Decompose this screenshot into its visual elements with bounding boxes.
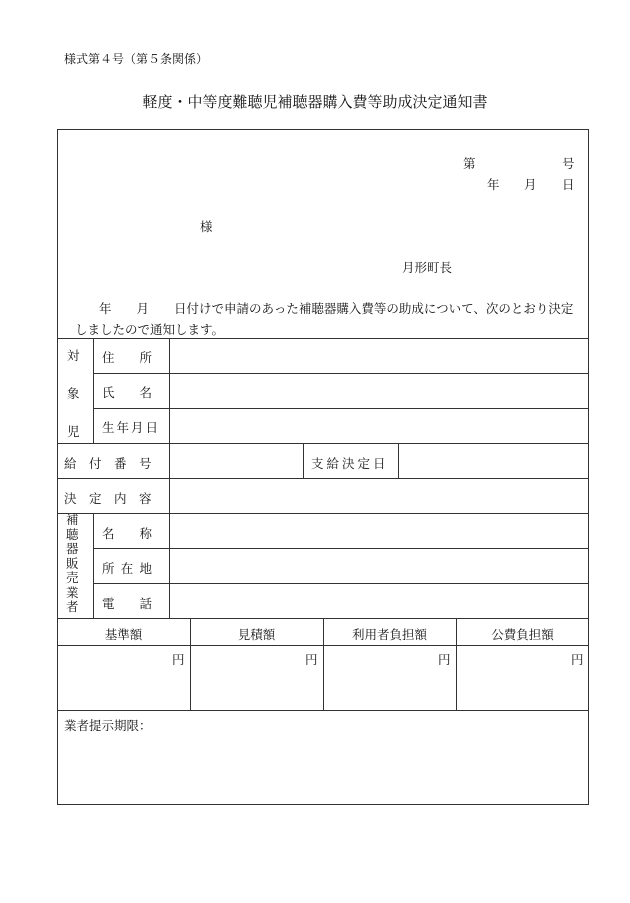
name-label: 氏 名: [102, 385, 153, 400]
estimate-amount-header: 見積額: [237, 627, 276, 642]
decision-content-label: 決 定 内 容: [64, 491, 152, 506]
rule: [93, 583, 589, 584]
yen-unit: 円: [438, 652, 451, 667]
date-month: 月: [524, 177, 537, 192]
number-prefix: 第: [463, 156, 476, 171]
rule: [57, 478, 589, 479]
rule: [169, 338, 170, 618]
subject-label-char: 児: [67, 424, 80, 439]
rule: [93, 548, 589, 549]
user-burden-header: 利用者負担額: [351, 627, 427, 642]
standard-amount-header: 基準額: [104, 627, 143, 642]
public-burden-header: 公費負担額: [491, 627, 554, 642]
issuer: 月形町長: [402, 260, 453, 275]
vendor-deadline-label: 業者提示期限：: [64, 718, 152, 733]
seller-phone-label: 電 話: [102, 596, 153, 611]
yen-unit: 円: [172, 652, 185, 667]
rule: [93, 373, 589, 374]
body-text-line1: 年 月 日付けで申請のあった補聴器購入費等の助成について、次のとおり決定: [99, 301, 574, 316]
address-label: 住 所: [102, 350, 153, 365]
seller-group-label: 補聴器販売業者: [66, 512, 79, 614]
payment-decision-date-label: 支給決定日: [311, 456, 389, 471]
rule: [57, 710, 589, 711]
rule: [398, 443, 399, 478]
yen-unit: 円: [305, 652, 318, 667]
date-year: 年: [487, 177, 500, 192]
rule: [93, 513, 94, 618]
yen-unit: 円: [571, 652, 584, 667]
form-label: 様式第４号（第５条関係）: [64, 52, 209, 66]
date-day: 日: [562, 177, 575, 192]
seller-name-label: 名 称: [102, 526, 153, 541]
document-title: 軽度・中等度難聴児補聴器購入費等助成決定通知書: [142, 93, 488, 111]
addressee-honorific: 様: [200, 219, 213, 234]
rule: [57, 513, 589, 514]
payment-number-label: 給 付 番 号: [64, 456, 152, 471]
birthdate-label: 生年月日: [102, 420, 161, 435]
body-text-line2: しましたので通知します。: [75, 322, 225, 337]
number-suffix: 号: [562, 156, 575, 171]
rule: [93, 338, 94, 443]
rule: [93, 408, 589, 409]
seller-location-label: 所在地: [102, 561, 159, 576]
rule: [57, 443, 589, 444]
subject-label-char: 対: [67, 348, 80, 363]
rule: [57, 338, 589, 339]
subject-label-char: 象: [67, 386, 80, 401]
rule: [303, 443, 304, 478]
